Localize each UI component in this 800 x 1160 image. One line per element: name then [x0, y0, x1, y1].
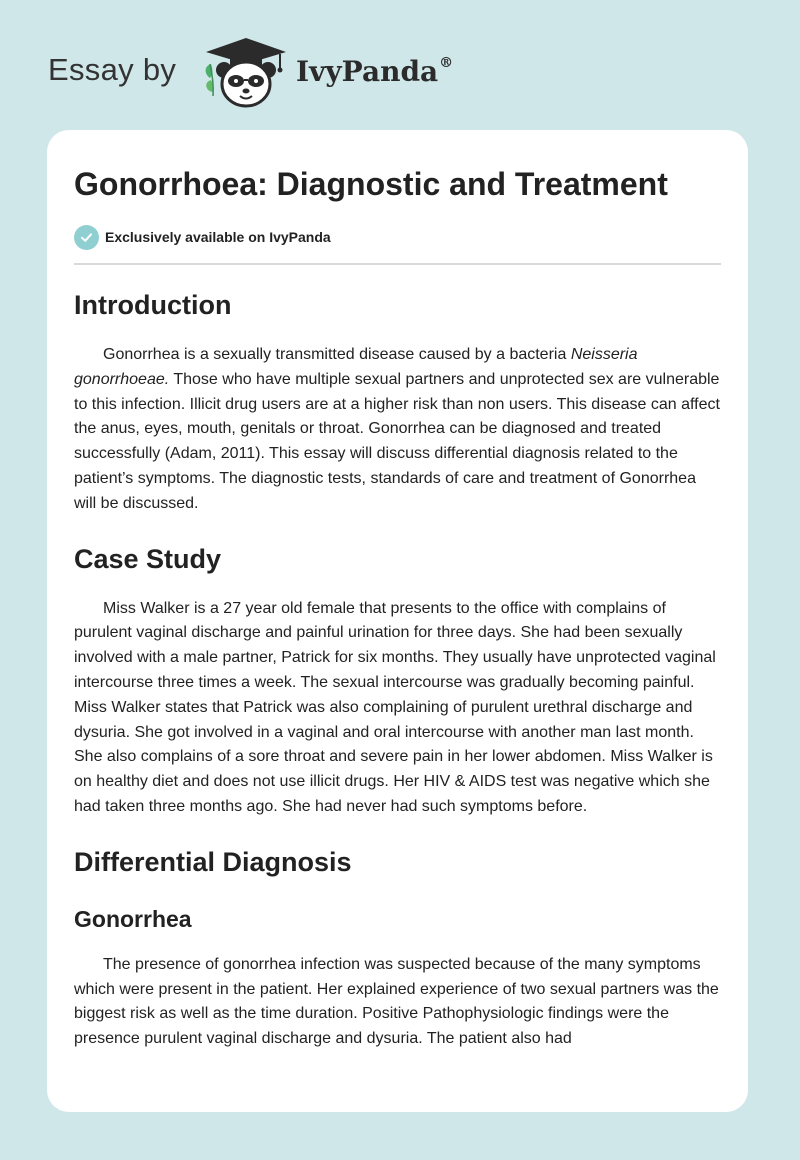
paragraph-gonorrhea: The presence of gonorrhea infection was suspected because of the many symptoms which were present in the patient. Her explained experience of two sexual partners was the biggest risk as well as the time duration. Positive Pathophysiologic findings were the presence purulent vaginal discharge and dysuria. The patient also had	[74, 955, 719, 1048]
essay-by-label: Essay by	[48, 52, 177, 87]
title-divider	[74, 263, 721, 265]
registered-mark: ®	[439, 55, 454, 71]
paragraph-case-study: Miss Walker is a 27 year old female that presents to the office with complains of purulent vaginal discharge and painful urination for three days. She had been sexually involved with a male partner, Patrick for six months. They usually have unprotected vaginal intercourse three times a week. The sexual intercourse was gradually becoming painful. Miss Walker states that Patrick was also complaining of purulent urethral discharge and dysuria. She got involved in a vaginal and oral intercourse with another man last month. She also complains of a sore throat and severe pain in her lower abdomen. Miss Walker is on healthy diet and does not use illicit drugs. Her HIV & AIDS test was negative which she had taken three months ago. She had never had such symptoms before.	[74, 599, 716, 815]
intro-bacteria-name: Neisseria gonorrhoeae.	[74, 346, 638, 388]
paragraph-introduction	[74, 343, 721, 517]
heading-gonorrhea: Gonorrhea	[74, 905, 192, 932]
ivypanda-brand-name[interactable]	[296, 55, 453, 88]
brand-name-text: IvyPanda	[296, 55, 439, 88]
essay-card	[47, 130, 748, 1112]
check-icon	[74, 225, 99, 250]
exclusive-notice	[74, 224, 721, 250]
site-header	[0, 0, 800, 130]
heading-case-study: Case Study	[74, 543, 222, 574]
heading-differential-diagnosis: Differential Diagnosis	[74, 846, 352, 877]
intro-text-start: Gonorrhea is a sexually transmitted disease caused by a bacteria	[103, 346, 571, 363]
heading-introduction: Introduction	[74, 290, 232, 320]
exclusive-label: Exclusively available on IvyPanda	[105, 229, 331, 245]
page-title: Gonorrhoea: Diagnostic and Treatment	[74, 166, 668, 202]
intro-text-end: Those who have multiple sexual partners and unprotected sex are vulnerable to this infection. Illicit drug users are at a higher risk than non users. This disease can affect the anus, eyes, mouth, genitals or throat. Gonorrhea can be diagnosed and treated successfully (Adam, 2011). This essay will discuss differential diagnosis related to the patient’s symptoms. The diagnostic tests, standards of care and treatment of Gonorrhea will be discussed.	[74, 370, 720, 512]
panda-graduate-logo-icon[interactable]	[200, 34, 292, 110]
